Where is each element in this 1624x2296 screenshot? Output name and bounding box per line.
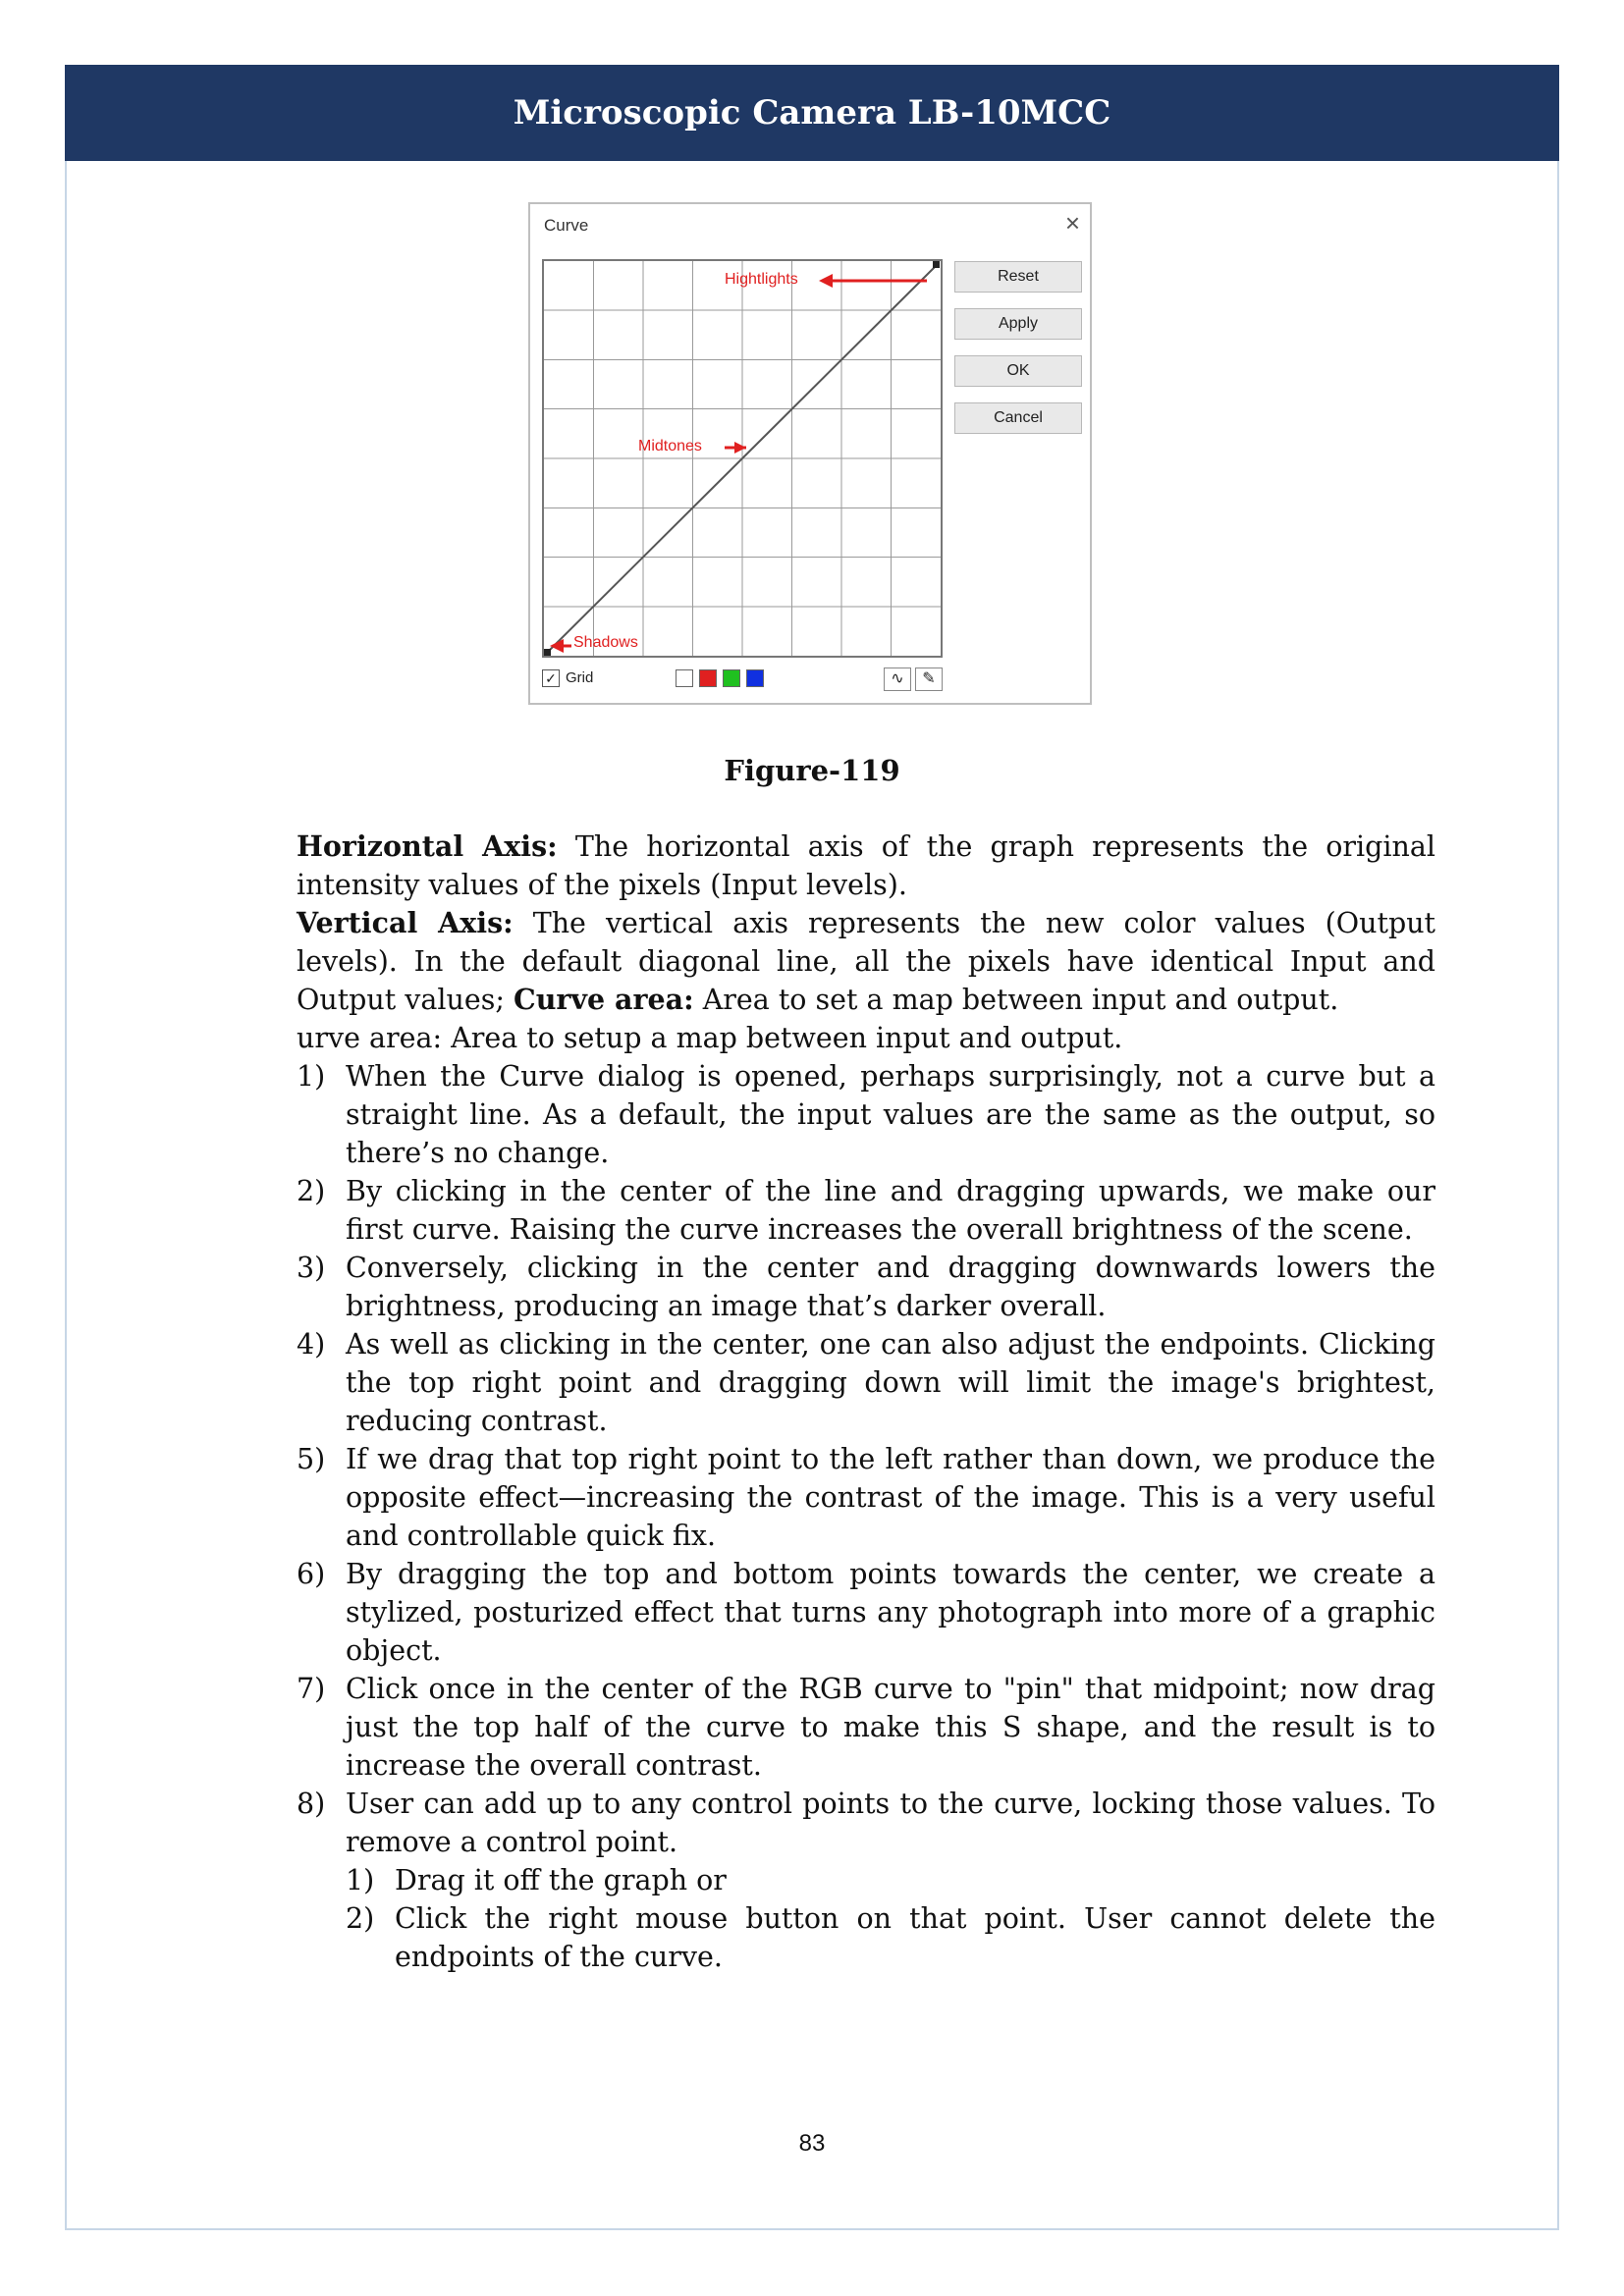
- shadows-arrow: [550, 639, 571, 653]
- channel-swatch-blue[interactable]: [746, 669, 764, 687]
- list-item: [297, 1249, 1435, 1325]
- close-icon[interactable]: ×: [1064, 208, 1080, 238]
- reset-button[interactable]: Reset: [954, 261, 1082, 293]
- list-number: 2): [297, 1175, 326, 1207]
- grid-checkbox[interactable]: ✓: [542, 669, 560, 687]
- list-text: If we drag that top right point to the left rather than down, we produce the opposite effect—increasing the contrast of the image. This is a very useful and controllable quick fix.: [346, 1443, 1435, 1552]
- shadows-label: Shadows: [573, 634, 638, 651]
- list-item: [297, 1670, 1435, 1785]
- list-number: 6): [297, 1558, 326, 1590]
- list-number: 4): [297, 1328, 326, 1361]
- midtones-label: Midtones: [638, 438, 702, 454]
- horizontal-axis-text: The horizontal axis of the graph represents the original intensity values of the pixels (Input levels).: [297, 830, 1435, 901]
- cancel-button[interactable]: Cancel: [954, 402, 1082, 434]
- horizontal-axis-label: Horizontal Axis:: [297, 829, 558, 863]
- sub-steps-list: [346, 1861, 1435, 1976]
- curve-graph-area[interactable]: [542, 259, 943, 658]
- horizontal-axis-paragraph: [297, 828, 1435, 904]
- figure-caption: Figure-119: [724, 754, 900, 787]
- steps-list: [297, 1057, 1435, 1976]
- curve-tool-icon[interactable]: ∿: [884, 667, 911, 691]
- list-text: As well as clicking in the center, one can also adjust the endpoints. Clicking the top right point and dragging down will limit the image's brightest, reducing contrast.: [346, 1328, 1435, 1437]
- list-number: 1): [297, 1060, 326, 1093]
- list-number: 5): [297, 1443, 326, 1475]
- list-number: 8): [297, 1788, 326, 1820]
- list-text: When the Curve dialog is opened, perhaps surprisingly, not a curve but a straight line. As a default, the input values are the same as the output, so there’s no change.: [346, 1060, 1435, 1169]
- sub-list-item: [346, 1899, 1435, 1976]
- body-content: [297, 828, 1435, 1976]
- list-item: [297, 1440, 1435, 1555]
- curve-graph-svg: [544, 261, 941, 656]
- list-item: [297, 1785, 1435, 1976]
- midtones-arrow: [725, 442, 746, 454]
- apply-button[interactable]: Apply: [954, 308, 1082, 340]
- curve-endpoint-top: [933, 261, 940, 268]
- list-item: [297, 1172, 1435, 1249]
- vertical-axis-paragraph: [297, 904, 1435, 1019]
- pencil-tool-icon[interactable]: ✎: [915, 667, 943, 691]
- sub-list-text: Click the right mouse button on that point. User cannot delete the endpoints of the curve.: [395, 1902, 1435, 1973]
- grid-label: Grid: [566, 669, 594, 686]
- list-text: By clicking in the center of the line and dragging upwards, we make our first curve. Raising the curve increases the overall brightness of the scene.: [346, 1175, 1435, 1246]
- sub-list-item: [346, 1861, 1435, 1899]
- list-item: [297, 1325, 1435, 1440]
- urve-area-line: urve area: Area to setup a map between input and output.: [297, 1022, 1123, 1054]
- list-number: 7): [297, 1673, 326, 1705]
- page-header: [65, 65, 1559, 161]
- list-text: Conversely, clicking in the center and dragging downwards lowers the brightness, producing an image that’s darker overall.: [346, 1252, 1435, 1322]
- dialog-bottom-row: [542, 667, 1082, 695]
- highlights-label: Hightlights: [725, 271, 798, 288]
- channel-swatch-red[interactable]: [699, 669, 717, 687]
- list-text: User can add up to any control points to the curve, locking those values. To remove a control point.: [346, 1788, 1435, 1858]
- curve-endpoint-bottom: [544, 649, 551, 656]
- vertical-axis-label: Vertical Axis:: [297, 906, 514, 939]
- channel-swatch-white[interactable]: [676, 669, 693, 687]
- dialog-title: Curve: [544, 216, 589, 235]
- list-item: [297, 1057, 1435, 1172]
- sub-list-number: 1): [346, 1864, 375, 1896]
- vertical-axis-text: The vertical axis represents the new color values (Output levels). In the default diagonal line, all the pixels have identical Input and Output values;: [297, 907, 1436, 1016]
- list-text: Click once in the center of the RGB curve to "pin" that midpoint; now drag just the top half of the curve to make this S shape, and the result is to increase the overall contrast.: [346, 1673, 1435, 1782]
- list-number: 3): [297, 1252, 326, 1284]
- page-number: 83: [798, 2130, 826, 2157]
- ok-button[interactable]: OK: [954, 355, 1082, 387]
- highlights-arrow: [819, 274, 927, 288]
- curve-area-text: Area to set a map between input and output.: [693, 984, 1339, 1016]
- curve-dialog: [528, 202, 1092, 705]
- sub-list-text: Drag it off the graph or: [395, 1864, 727, 1896]
- list-item: [297, 1555, 1435, 1670]
- curve-area-label: Curve area:: [514, 983, 694, 1016]
- list-text: By dragging the top and bottom points towards the center, we create a stylized, posturized effect that turns any photograph into more of a graphic object.: [346, 1558, 1435, 1667]
- channel-swatch-green[interactable]: [723, 669, 740, 687]
- sub-list-number: 2): [346, 1902, 375, 1935]
- page-header-title: Microscopic Camera LB-10MCC: [513, 93, 1111, 133]
